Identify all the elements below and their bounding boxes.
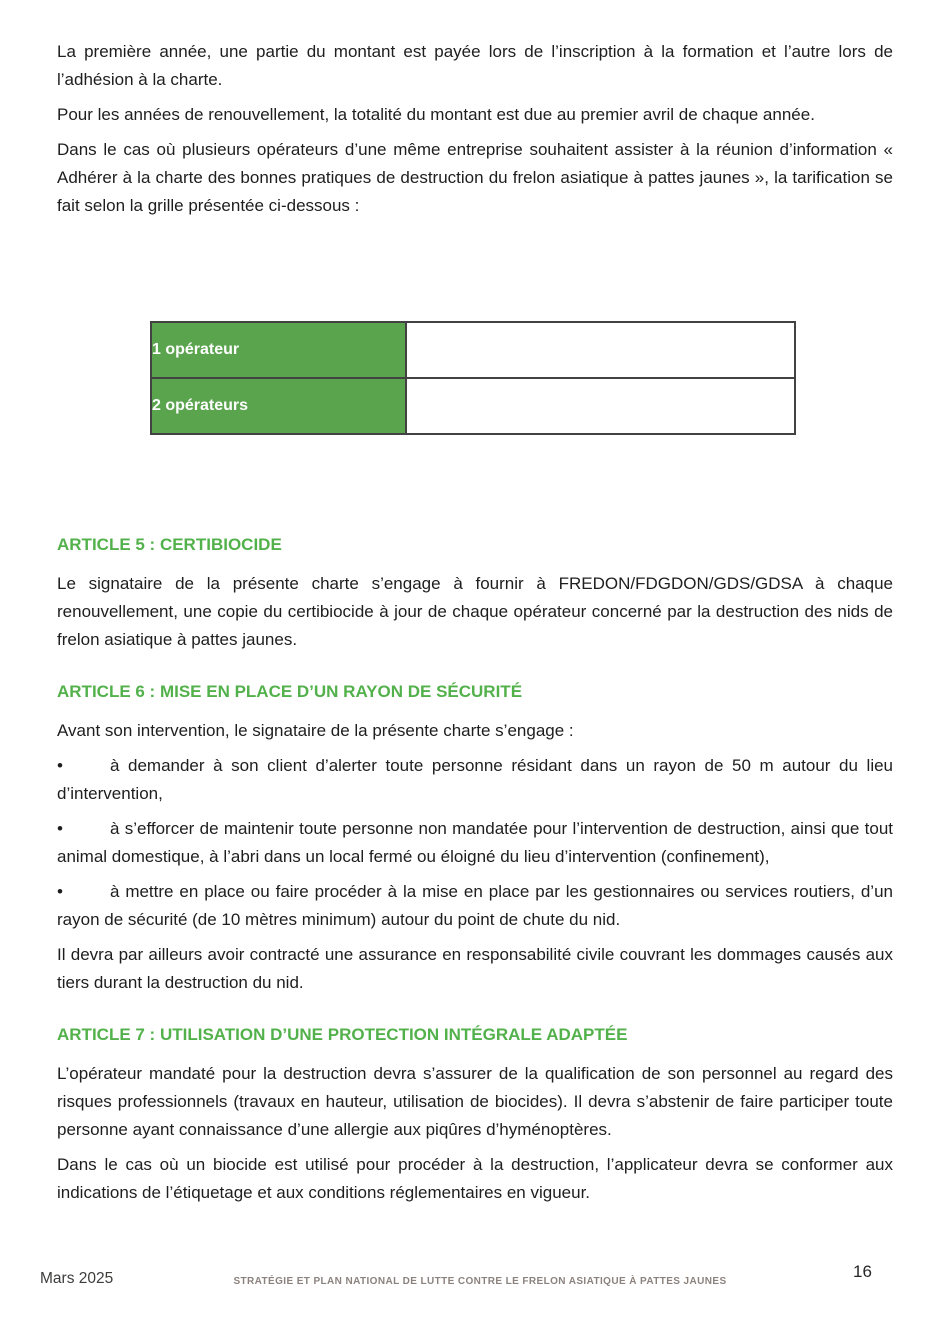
intro-paragraph: Dans le cas où plusieurs opérateurs d’une même entreprise souhaitent assister à la réunion d’information « Adhérer à la charte des bonnes pratiques de destruction du frelon asiatique à pattes jaunes », la tarification se fait selon la grille présentée ci-dessous : <box>57 140 893 215</box>
bullet-text: à mettre en place ou faire procéder à la mise en place par les gestionnaires ou services routiers, d’un rayon de sécurité (de 10 mètres minimum) autour du point de chute du nid. <box>57 882 893 929</box>
article-7-paragraph: Dans le cas où un biocide est utilisé pour procéder à la destruction, l’applicateur devra se conformer aux indications de l’étiquetage et aux conditions réglementaires en vigueur. <box>57 1155 893 1202</box>
footer-page-number: 16 <box>853 1262 872 1281</box>
table-value-cell <box>406 378 795 434</box>
bullet-marker: • <box>57 819 63 838</box>
table-label-cell: 2 opérateurs <box>151 378 406 434</box>
intro-paragraph: Pour les années de renouvellement, la totalité du montant est due au premier avril de chaque année. <box>57 105 815 124</box>
bullet-marker: • <box>57 756 63 775</box>
page-content <box>57 38 893 1214</box>
pricing-table-wrap <box>150 321 893 435</box>
bullet-text: à demander à son client d’alerter toute personne résidant dans un rayon de 50 m autour du lieu d’intervention, <box>57 756 893 803</box>
bullet-item <box>57 815 893 871</box>
pricing-table <box>150 321 796 435</box>
article-7-heading: ARTICLE 7 : UTILISATION D’UNE PROTECTION INTÉGRALE ADAPTÉE <box>57 1025 628 1044</box>
intro-paragraph: La première année, une partie du montant est payée lors de l’inscription à la formation et l’autre lors de l’adhésion à la charte. <box>57 42 893 89</box>
bullet-item <box>57 752 893 808</box>
bullet-item <box>57 878 893 934</box>
table-label-cell: 1 opérateur <box>151 322 406 378</box>
article-5-heading: ARTICLE 5 : CERTIBIOCIDE <box>57 535 282 554</box>
table-row <box>151 378 795 434</box>
table-value-cell <box>406 322 795 378</box>
article-6-closing: Il devra par ailleurs avoir contracté une assurance en responsabilité civile couvrant les dommages causés aux tiers durant la destruction du nid. <box>57 945 893 992</box>
article-5-paragraph: Le signataire de la présente charte s’engage à fournir à FREDON/FDGDON/GDS/GDSA à chaque renouvellement, une copie du certibiocide à jour de chaque opérateur concerné par la destruction des nids de frelon asiatique à pattes jaunes. <box>57 574 893 649</box>
bullet-text: à s’efforcer de maintenir toute personne non mandatée pour l’intervention de destruction, ainsi que tout animal domestique, à l’abri dans un local fermé ou éloigné du lieu d’intervention (confinement), <box>57 819 893 866</box>
article-6-heading: ARTICLE 6 : MISE EN PLACE D’UN RAYON DE SÉCURITÉ <box>57 682 523 701</box>
table-row <box>151 322 795 378</box>
page-footer <box>0 1258 942 1303</box>
article-6-intro: Avant son intervention, le signataire de la présente charte s’engage : <box>57 721 574 740</box>
bullet-marker: • <box>57 882 63 901</box>
footer-running-title: STRATÉGIE ET PLAN NATIONAL DE LUTTE CONTRE LE FRELON ASIATIQUE À PATTES JAUNES <box>233 1276 727 1287</box>
article-7-paragraph: L’opérateur mandaté pour la destruction devra s’assurer de la qualification de son personnel au regard des risques professionnels (travaux en hauteur, utilisation de biocides). Il devra s’abstenir de faire participer toute personne ayant connaissance d’une allergie aux piqûres d’hyménoptères. <box>57 1064 893 1139</box>
footer-date: Mars 2025 <box>40 1270 114 1287</box>
